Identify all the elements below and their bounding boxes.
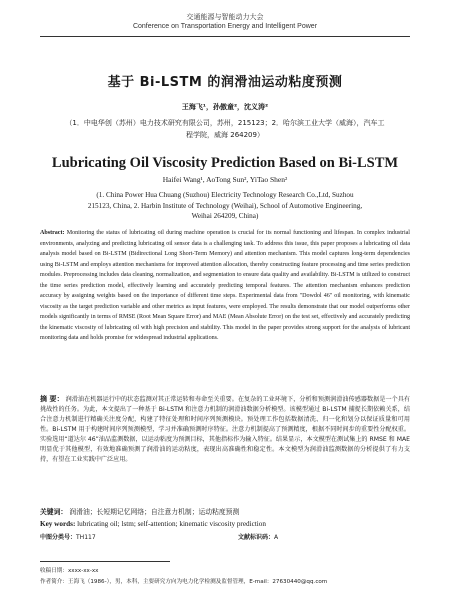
abstract-en-label: Abstract: bbox=[40, 230, 65, 236]
abstract-cn bbox=[40, 394, 410, 465]
authors-cn: 王海飞¹，孙傲童²，沈义涛² bbox=[181, 103, 269, 111]
paper-title-cn: 基于 Bi-LSTM 的润滑油运动粘度预测 bbox=[107, 75, 343, 90]
footnote-divider bbox=[40, 561, 170, 562]
clc-label: 中图分类号： bbox=[40, 534, 77, 541]
journal-name-cn: 交通能源与智能动力大会 bbox=[186, 13, 264, 21]
running-header bbox=[0, 12, 450, 32]
keywords-cn-label: 关键词： bbox=[40, 508, 68, 516]
header-divider bbox=[40, 36, 410, 37]
journal-name-en: Conference on Transportation Energy and Intelligent Power bbox=[132, 23, 318, 30]
keywords-en-text: lubricating oil; lstm; self-attention; kinematic viscosity prediction bbox=[77, 520, 266, 528]
paper-title-en: Lubricating Oil Viscosity Prediction Based on Bi-LSTM bbox=[51, 155, 399, 171]
received-date: 收稿日期：xxxx-xx-xx bbox=[40, 568, 99, 574]
doc-label: 文献标识码： bbox=[238, 534, 275, 541]
author-bio: 作者简介：王海飞（1986-），男，本科，主要研究方向为电力化学检测及监督管理，E-mail：27630440@qq.com bbox=[40, 579, 328, 585]
clc-value: TH117 bbox=[76, 534, 96, 541]
keywords-en-label: Key words: bbox=[40, 520, 76, 528]
keywords-en bbox=[40, 520, 410, 528]
affiliation-en: (1. China Power Hua Chuang (Suzhou) Electricity Technology Research Co.,Ltd, Suzhou 215123, China, 2. Harbin Institute of Technology (Weihai), School of Automotive Engineering, Weihai 264209, China) bbox=[87, 191, 363, 220]
abstract-cn-text: 润滑油在机器运行中的状态监测对其正常运转和寿命至关重要。在复杂的工业环境下，分析和预测润滑油传感器数据是一个具有挑战性的任务。为此，本文提出了一种基于 Bi-LSTM 和注意力机制的润滑油数据分析模型。该模型通过 Bi-LSTM 捕捉长期依赖关系，结合注意力机制进行精确关注度分配，构建了特征处理和时间序列预测模块。预处理工作包括数据清洗、归一化和划分以保证质量和可用性。Bi-LSTM 用于构建时间序列预测模型，学习并准确预测时序特征。注意力机制提高了预测精度，根据不同时间步的重要性分配权重。实验选用“道达尔 46”油品监测数据，以运动粘度为预测目标，其他指标作为输入特征。结果显示，本文模型在测试集上的 RMSE 和 MAE 明显优于其他模型，有效地准确预测了润滑油的运动粘度，表现出高准确性和稳定性。本文模型为润滑油监测数据的分析提供了有力支持，有望在工业实践中广泛应用。 bbox=[40, 396, 411, 463]
abstract-en bbox=[40, 228, 410, 344]
footnote bbox=[40, 566, 420, 588]
abstract-en-text: Monitoring the status of lubricating oil during machine operation is crucial for its normal functioning and lifespan. In complex industrial environments, analyzing and predicting lubricating oil sensor data is a challenging task. To address this issue, this paper proposes a lubricating oil data analysis model based on Bi-LSTM (Bidirectional Long Short-Term Memory) and attention mechanism. This model captures long-term dependencies using Bi-LSTM and employs attention mechanisms for improved attention allocation, thereby constructing feature processing and time series prediction modules. Preprocessing includes data cleaning, normalization, and segmentation to ensure data quality and availability. Bi-LSTM is utilized to construct the time series prediction model, effectively learning and accurately predicting temporal features. The attention mechanism enhances prediction accuracy by assigning weights based on the importance of different time steps. Experimental data from "Dowdol 46" oil monitoring, with kinematic viscosity as the target prediction variable and other metrics as input features, were employed. The results demonstrate that our model outperforms other models significantly in terms of RMSE (Root Mean Square Error) and MAE (Mean Absolute Error) on the test set, effectively and accurately predicting the kinematic viscosity of lubricating oil with high precision and stability. This model in the paper provides strong support for the analysis of lubricant monitoring data and holds promise for widespread industrial applications. bbox=[40, 230, 410, 341]
authors-en: Haifei Wang¹, AoTong Sun², YiTao Shen² bbox=[162, 175, 288, 184]
classification-row bbox=[40, 532, 410, 541]
keywords-cn bbox=[40, 506, 410, 516]
doc-value: A bbox=[274, 534, 279, 541]
document-code bbox=[238, 532, 278, 541]
affiliation-cn: （1．中电华创（苏州）电力技术研究有限公司，苏州，215123；2．哈尔滨工业大学（威海），汽车工程学院，威海 264209） bbox=[65, 119, 385, 139]
keywords-cn-text: 润滑油；长短期记忆网络；自注意力机制；运动粘度预测 bbox=[69, 508, 240, 516]
abstract-cn-label: 摘 要： bbox=[40, 395, 64, 403]
